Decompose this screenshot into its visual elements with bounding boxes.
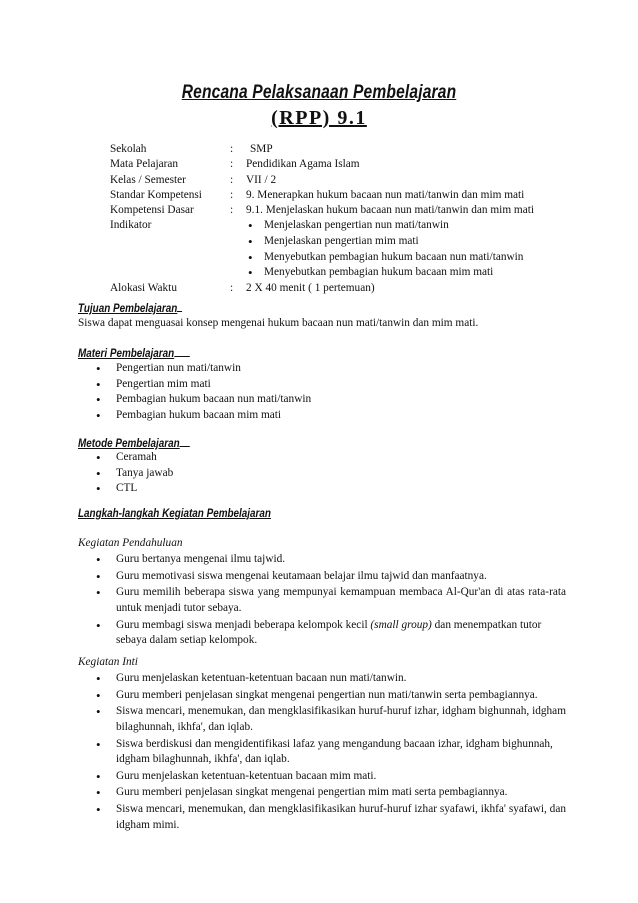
indikator-list (246, 218, 534, 280)
tujuan-text: Siswa dapat menguasai konsep mengenai hukum bacaan nun mati/tanwin dan mim mati. (78, 317, 479, 329)
info-label: Sekolah (110, 143, 147, 155)
info-colon: : (230, 281, 234, 294)
info-colon: : (230, 188, 234, 201)
list-item: • Guru memilih beberapa siswa yang mempunyai kemampuan membaca Al-Qur'an di atas rata-rata untuk menjadi tutor sebaya. (96, 585, 566, 616)
info-row-mapel (110, 157, 534, 172)
list-item: • Siswa mencari, menemukan, dan mengklasifikasikan huruf-huruf izhar syafawi, ikhfa' syafawi, dan idgham mimi. (96, 802, 566, 833)
info-row-standar-kompetensi (110, 188, 534, 203)
section-heading-metode: Metode Pembelajaran (78, 435, 190, 450)
info-table (110, 142, 534, 296)
list-item: • Guru memotivasi siswa mengenai keutamaan belajar ilmu tajwid dan manfaatnya. (96, 569, 566, 585)
info-colon: : (230, 204, 234, 217)
list-item: • Guru menjelaskan ketentuan-ketentuan bacaan nun mati/tanwin. (96, 671, 566, 687)
list-item: • Guru memberi penjelasan singkat mengenai pengertian mim mati serta pembagiannya. (96, 785, 566, 801)
info-row-alokasi-waktu (110, 281, 534, 296)
info-row-kelas (110, 173, 534, 188)
list-item: • Menyebutkan pembagian hukum bacaan nun mati/tanwin (246, 250, 534, 266)
list-item: • Guru bertanya mengenai ilmu tajwid. (96, 552, 566, 568)
list-item: • Guru menjelaskan ketentuan-ketentuan bacaan mim mati. (96, 769, 566, 785)
info-value: 9.1. Menjelaskan hukum bacaan nun mati/tanwin dan mim mati (246, 204, 535, 217)
emphasis-text: (small group) (370, 618, 432, 631)
list-item: • Siswa mencari, menemukan, dan mengklasifikasikan huruf-huruf izhar, idgham bighunnah, idgham bilaghunnah, ikhfa', dan iqlab. (96, 704, 566, 735)
metode-list (96, 450, 566, 497)
section-heading-materi: Materi Pembelajaran (78, 345, 190, 360)
info-row-indikator (110, 218, 534, 280)
list-item: • Siswa berdiskusi dan mengidentifikasi lafaz yang mengandung bacaan izhar, idgham bighunnah, idgham bilaghunnah, ikhfa', dan iqlab. (96, 737, 566, 768)
info-label: Standar Kompetensi (110, 188, 202, 201)
list-item: • Pengertian nun mati/tanwin (96, 361, 566, 377)
info-colon (230, 218, 246, 280)
list-item: • CTL (96, 481, 566, 497)
list-item: • Menyebutkan pembagian hukum bacaan mim mati (246, 265, 534, 281)
info-label: Indikator (110, 219, 152, 232)
info-label: Alokasi Waktu (110, 281, 177, 294)
info-value: Pendidikan Agama Islam (246, 158, 360, 171)
info-value: 2 X 40 menit ( 1 pertemuan) (246, 281, 375, 294)
list-item: • Guru memberi penjelasan singkat mengenai pengertian nun mati/tanwin serta pembagiannya. (96, 688, 566, 704)
inti-list (96, 671, 566, 834)
subsection-heading-inti: Kegiatan Inti (78, 656, 138, 668)
list-item: • Menjelaskan pengertian nun mati/tanwin (246, 218, 534, 234)
info-value (246, 218, 534, 280)
info-label: Kelas / Semester (110, 173, 186, 186)
materi-list (96, 361, 566, 423)
info-row-sekolah (110, 142, 534, 157)
section-heading-langkah: Langkah-langkah Kegiatan Pembelajaran (78, 508, 271, 520)
pendahuluan-list (96, 552, 566, 650)
info-colon: : (230, 173, 234, 186)
subsection-heading-pendahuluan: Kegiatan Pendahuluan (78, 537, 183, 549)
list-item: • Pembagian hukum bacaan nun mati/tanwin (96, 392, 566, 408)
list-item: • Menjelaskan pengertian mim mati (246, 234, 534, 250)
list-item: • Pengertian mim mati (96, 377, 566, 393)
info-label: Mata Pelajaran (110, 158, 179, 171)
document-subtitle: (RPP) 9.1 (271, 107, 367, 129)
document-title: Rencana Pelaksanaan Pembelajaran (181, 82, 457, 103)
list-item: • Pembagian hukum bacaan mim mati (96, 408, 566, 424)
info-value: 9. Menerapkan hukum bacaan nun mati/tanwin dan mim mati (246, 188, 525, 201)
info-value: SMP (250, 143, 273, 155)
section-heading-tujuan: Tujuan Pembelajaran (78, 300, 182, 315)
info-colon: : (230, 143, 234, 155)
info-row-kompetensi-dasar (110, 203, 534, 218)
list-item: • Tanya jawab (96, 466, 566, 482)
info-label: Kompetensi Dasar (110, 204, 194, 217)
info-colon: : (230, 158, 234, 171)
list-item: • Ceramah (96, 450, 566, 466)
list-item: • Guru membagi siswa menjadi beberapa kelompok kecil (small group) dan menempatkan tutor sebaya dalam setiap kelompok. (96, 618, 566, 649)
info-value: VII / 2 (246, 173, 277, 186)
